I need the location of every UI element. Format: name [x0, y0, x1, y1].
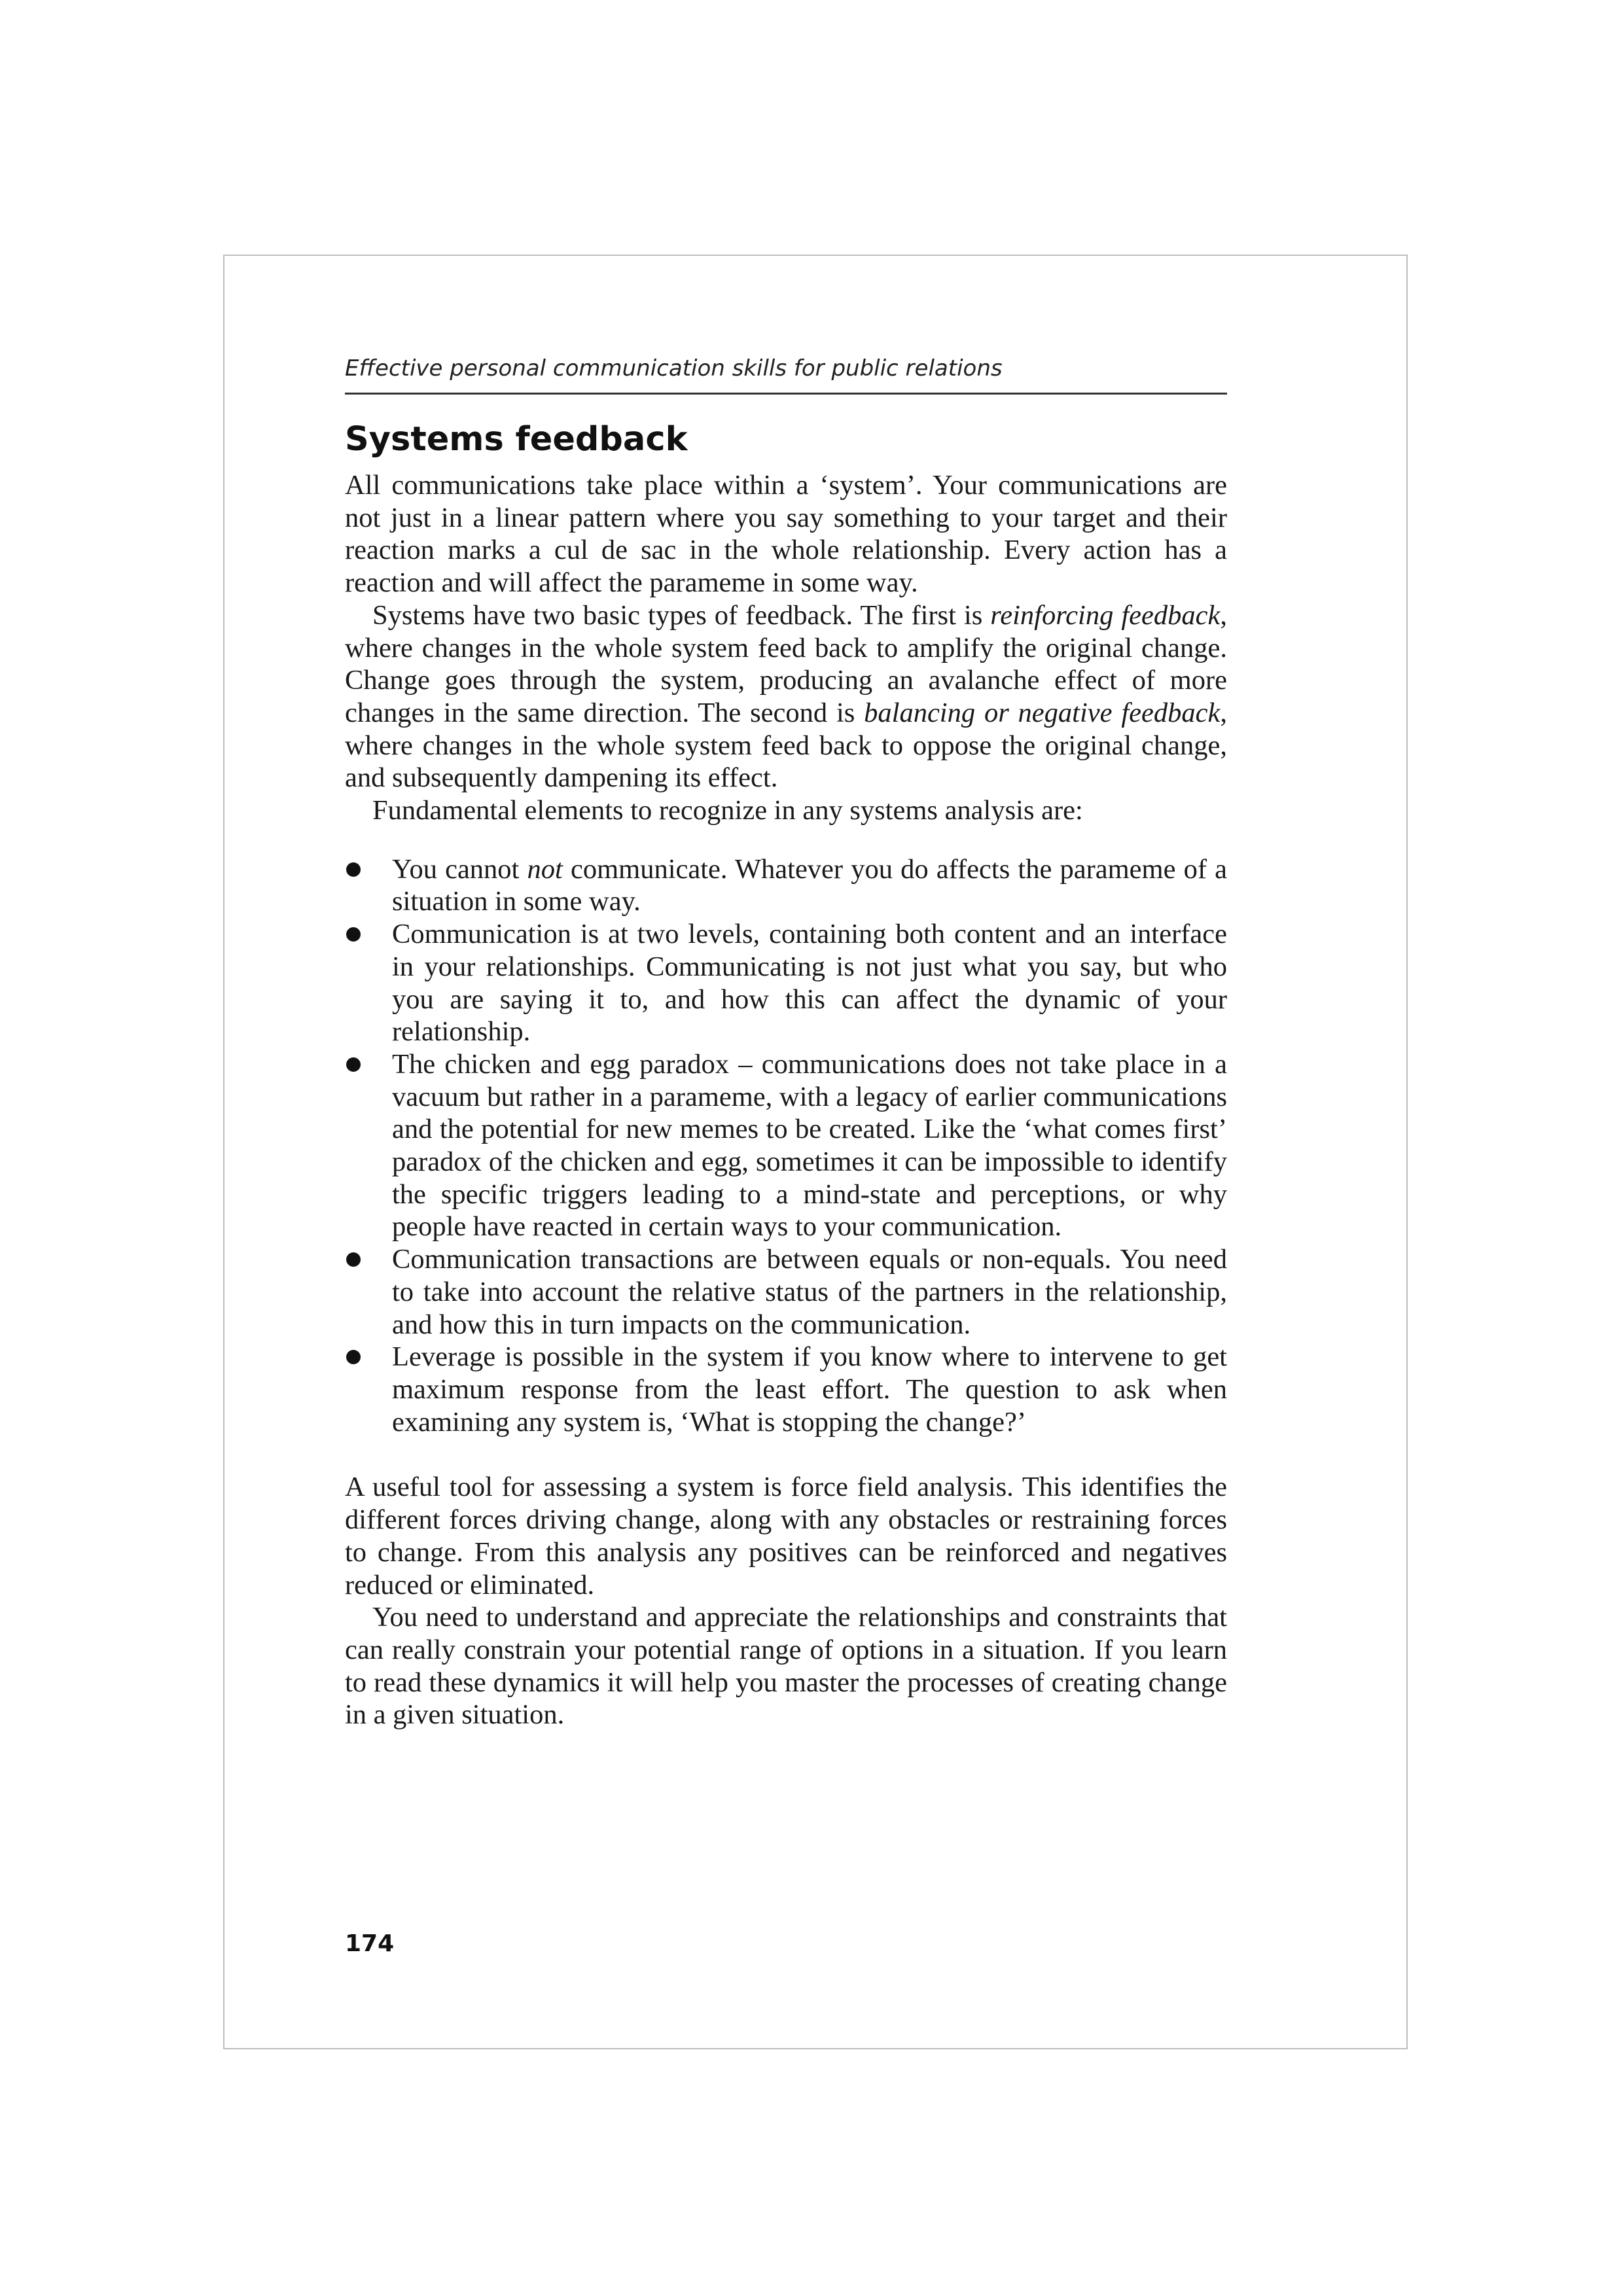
- text-run: Systems have two basic types of feedback. The first is: [372, 599, 991, 631]
- bullet-text: [392, 1341, 1227, 1437]
- bullet-item: [345, 1341, 1227, 1438]
- page-number: 174: [345, 1930, 395, 1957]
- bullet-text: [392, 1049, 1227, 1243]
- text-run: The chicken and egg paradox – communications does not take place in a vacuum but rather in a parameme, with a legacy of earlier communications and the potential for new memes to be created. Like the ‘what comes first’ paradox of the chicken and egg, sometimes it can be impossible to identify the specific triggers leading to a mind-state and perceptions, or why people have reacted in certain ways to your communication.: [392, 1048, 1227, 1243]
- paragraph: [345, 1471, 1227, 1601]
- text-run: A useful tool for assessing a system is force field analysis. This identifies the different forces driving change, along with any obstacles or restraining forces to change. From this analysis any positives can be reinforced and negatives reduced or eliminated.: [345, 1472, 1227, 1600]
- text-run: Leverage is possible in the system if you know where to intervene to get maximum response from the least effort. The question to ask when examining any system is, ‘What is stopping the change?’: [392, 1341, 1227, 1438]
- page-content: [345, 347, 1227, 1731]
- bullet-dot-icon: [346, 1057, 361, 1072]
- text-run: Fundamental elements to recognize in any systems analysis are:: [372, 795, 1083, 826]
- text-run: You need to understand and appreciate the relationships and constraints that can really constrain your potential range of options in a situation. If you learn to read these dynamics it will help you master the processes of creating change in a given situation.: [345, 1602, 1227, 1731]
- bullet-dot-icon: [346, 1350, 361, 1364]
- bullet-item: [345, 1048, 1227, 1243]
- text-run: You cannot: [392, 853, 527, 885]
- text-run: , where changes in the whole system feed back to amplify the original change. Change goes through the system, producing an avalanche effect of more changes in the same direction. The second is: [345, 599, 1227, 728]
- text-run: communicate. Whatever you do affects the parameme of a situation in some way.: [392, 853, 1227, 917]
- top-paragraphs: [345, 469, 1227, 827]
- bullet-text: [392, 854, 1227, 917]
- body-text: [345, 469, 1227, 1731]
- paragraph: [345, 794, 1227, 827]
- text-run: Communication is at two levels, containing both content and an interface in your relationships. Communicating is not just what you say, but who you are saying it to, and how this can affect the dynamic of your relationship.: [392, 919, 1227, 1048]
- bullet-dot-icon: [346, 927, 361, 942]
- running-head: Effective personal communication skills for public relations: [345, 347, 1227, 395]
- bullet-dot-icon: [346, 1252, 361, 1267]
- bullet-list: [345, 853, 1227, 1439]
- paragraph: [345, 599, 1227, 794]
- text-run: , where changes in the whole system feed back to oppose the original change, and subsequently dampening its effect.: [345, 697, 1227, 794]
- paragraph: [345, 469, 1227, 599]
- section-title: Systems feedback: [345, 420, 688, 459]
- bullet-text: [392, 919, 1227, 1047]
- bullet-item: [345, 918, 1227, 1048]
- text-run: All communications take place within a ‘system’. Your communications are not just in a linear pattern where you say something to your target and their reaction marks a cul de sac in the whole relationship. Every action has a reaction and will affect the parameme in some way.: [345, 470, 1227, 599]
- bullet-item: [345, 1243, 1227, 1341]
- text-run: Communication transactions are between equals or non-equals. You need to take into account the relative status of the partners in the relationship, and how this in turn impacts on the communication.: [392, 1244, 1227, 1340]
- bullet-text: [392, 1244, 1227, 1339]
- italic-run: not: [527, 853, 563, 885]
- bottom-paragraphs: [345, 1471, 1227, 1731]
- bullet-dot-icon: [346, 862, 361, 877]
- bullet-item: [345, 853, 1227, 918]
- italic-run: balancing or negative feedback: [864, 697, 1221, 728]
- paragraph: [345, 1601, 1227, 1731]
- italic-run: reinforcing feedback: [990, 599, 1221, 631]
